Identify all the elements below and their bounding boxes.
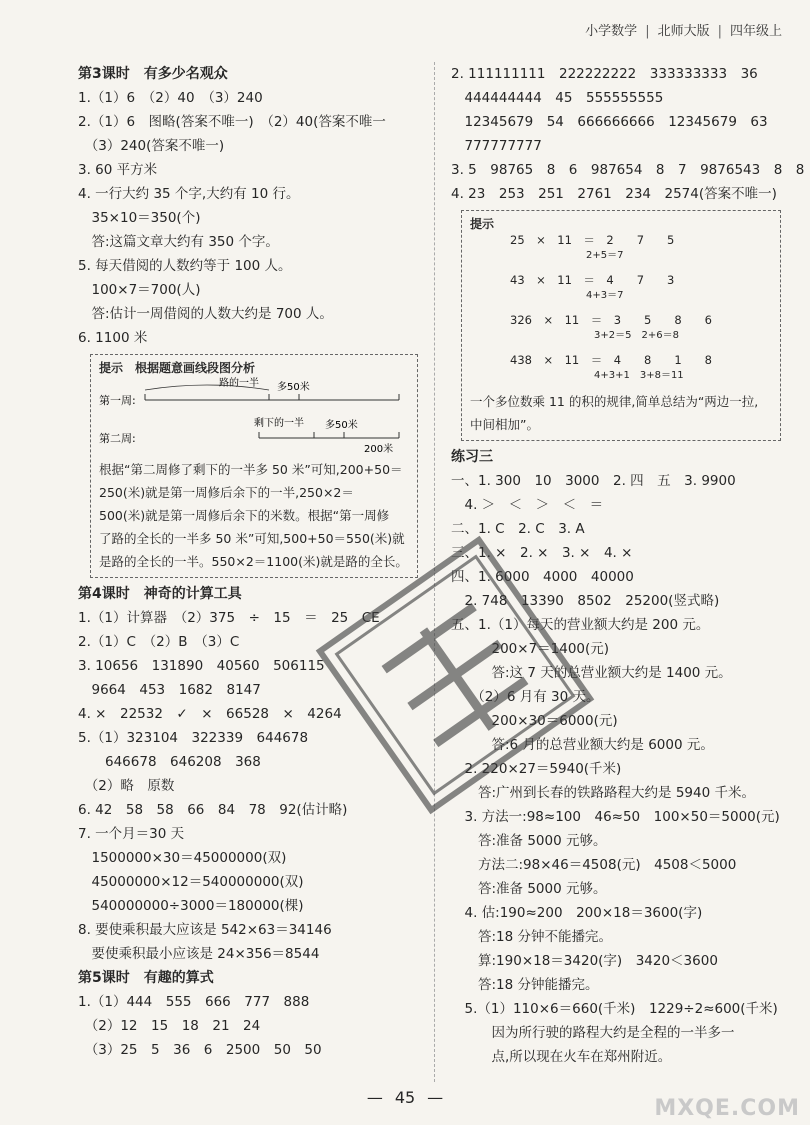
answer-line: 777777777 (451, 138, 542, 154)
answer-line: 因为所行驶的路程大约是全程的一半多一 (451, 1025, 735, 1041)
answer-line: 答:18 分钟能播完。 (451, 977, 599, 993)
diagram-more50b-label: 多50米 (325, 420, 358, 431)
answer-line: 3. 方法一:98≈100 46≈50 100×50＝5000(元) (451, 809, 780, 825)
answer-line: 方法二:98×46＝4508(元) 4508＜5000 (451, 857, 737, 873)
answer-line: 35×10＝350(个) (78, 210, 201, 226)
section-title-exercise3: 练习三 (451, 449, 493, 465)
answer-line: 三、1. × 2. × 3. × 4. × (451, 545, 633, 561)
hint-text-line: 500(米)就是第一周修后余下的米数。根据“第一周修 (99, 508, 390, 523)
header-edition: 北师大版 (657, 24, 710, 39)
answer-line: 答:准备 5000 元够。 (451, 833, 607, 849)
answer-line: 8. 要使乘积最大应该是 542×63＝34146 (78, 922, 332, 938)
diagram-200m-label: 200米 (364, 444, 394, 454)
header-grade: 四年级上 (729, 24, 782, 39)
hint-text-line: 250(米)就是第一周修后余下的一半,250×2＝ (99, 485, 354, 500)
answer-line: 答:6 月的总营业额大约是 6000 元。 (451, 737, 714, 753)
answer-line: 3. 10656 131890 40560 506115 (78, 658, 325, 674)
diagram-remain-half-label: 剩下的一半 (254, 418, 304, 429)
hint-text-line: 一个多位数乘 11 的积的规律,简单总结为“两边一拉, (470, 394, 759, 409)
answer-line: （3）240(答案不唯一) (78, 138, 225, 154)
answer-line: （2）6 月有 30 天。 (451, 689, 600, 705)
segment-diagram (99, 376, 409, 454)
hint-equation: 43 × 11 ＝ 4 7 3 (510, 273, 675, 287)
hint-equation-sub: 4+3＝7 (586, 290, 624, 301)
answer-line: 点,所以现在火车在郑州附近。 (451, 1049, 672, 1065)
page-header: 小学数学 | 北师大版 | 四年级上 (585, 24, 782, 39)
hint-title: 提示 (470, 217, 495, 231)
answer-line: 二、1. C 2. C 3. A (451, 521, 585, 537)
hint-equation-sub: 2+5＝7 (586, 250, 624, 261)
answer-line: 答:准备 5000 元够。 (451, 881, 607, 897)
answer-line: 一、1. 300 10 3000 2. 四 五 3. 9900 (451, 473, 736, 489)
hint-explanation (99, 458, 409, 573)
hint-box-segment-diagram (90, 354, 418, 578)
answer-line: 5.（1）110×6＝660(千米) 1229÷2≈600(千米) (451, 1001, 778, 1017)
answer-line: 3. 5 98765 8 6 987654 8 7 9876543 8 8 (451, 162, 805, 178)
answer-line: 2.（1）6 图略(答案不唯一) （2）40(答案不唯一 (78, 114, 386, 130)
section-title-lesson5: 第5课时 有趣的算式 (78, 970, 214, 986)
answer-line: 答:这 7 天的总营业额大约是 1400 元。 (451, 665, 732, 681)
answer-line: 答:这篇文章大约有 350 个字。 (78, 234, 279, 250)
hint-text-line: 中间相加”。 (470, 417, 539, 432)
answer-line: 100×7＝700(人) (78, 282, 201, 298)
answer-line: 540000000÷3000＝180000(棵) (78, 898, 304, 914)
hint-text-line: 了路的全长的一半多 50 米”可知,500+50＝550(米)就 (99, 531, 405, 546)
hint-equation-sub: 3+2＝5 2+6＝8 (594, 330, 679, 341)
hint-equation: 438 × 11 ＝ 4 8 1 8 (510, 353, 712, 367)
answer-line: 6. 1100 米 (78, 330, 148, 346)
hint-title: 提示 根据题意画线段图分析 (99, 361, 256, 375)
answer-line: 4. 一行大约 35 个字,大约有 10 行。 (78, 186, 300, 202)
answer-line: 4. × 22532 ✓ × 66528 × 4264 (78, 706, 342, 722)
answer-line: 45000000×12＝540000000(双) (78, 874, 304, 890)
answer-line: 1.（1）计算器 （2）375 ÷ 15 ＝ 25 CE (78, 610, 380, 626)
hint-equations (470, 232, 772, 384)
answer-line: 算:190×18＝3420(字) 3420＜3600 (451, 953, 718, 969)
answer-line: 7. 一个月＝30 天 (78, 826, 185, 842)
header-subject: 小学数学 (585, 24, 638, 39)
answer-line: 12345679 54 666666666 12345679 63 (451, 114, 768, 130)
answer-line: 2. 748 13390 8502 25200(竖式略) (451, 593, 720, 609)
answer-line: 3. 60 平方米 (78, 162, 158, 178)
answer-line: 要使乘积最小应该是 24×356＝8544 (78, 946, 320, 962)
section-title-lesson3: 第3课时 有多少名观众 (78, 66, 228, 82)
hint-equation: 326 × 11 ＝ 3 5 8 6 (510, 313, 712, 327)
answer-line: 五、1.（1）每天的营业额大约是 200 元。 (451, 617, 710, 633)
answer-line: 1.（1）6 （2）40 （3）240 (78, 90, 263, 106)
hint-equation-sub: 4+3+1 3+8＝11 (594, 370, 684, 381)
answer-line: 444444444 45 555555555 (451, 90, 664, 106)
answer-line: 5.（1）323104 322339 644678 (78, 730, 309, 746)
answer-line: （2）12 15 18 21 24 (78, 1018, 261, 1034)
answer-line: 答:广州到长春的铁路路程大约是 5940 千米。 (451, 785, 755, 801)
answer-line: 6. 42 58 58 66 84 78 92(估计略) (78, 802, 348, 818)
watermark-text: MXQE.COM (654, 1096, 800, 1121)
hint-box-multiply-by-11 (461, 210, 781, 441)
answer-line: 646678 646208 368 (78, 754, 261, 770)
diagram-week1-label: 第一周: (99, 394, 136, 407)
answer-line: 答:18 分钟不能播完。 (451, 929, 613, 945)
answer-line: 4. 估:190≈200 200×18＝3600(字) (451, 905, 703, 921)
page-number: — 45 — (366, 1088, 444, 1107)
answer-line: 4. ＞ ＜ ＞ ＜ ＝ (451, 497, 604, 513)
diagram-half-label: 路的一半 (219, 378, 259, 389)
answer-line: 答:估计一周借阅的人数大约是 700 人。 (78, 306, 333, 322)
answer-line: 5. 每天借阅的人数约等于 100 人。 (78, 258, 292, 274)
answer-line: 2. 111111111 222222222 333333333 36 (451, 66, 758, 82)
diagram-week2-label: 第二周: (99, 432, 136, 445)
answer-line: 1.（1）444 555 666 777 888 (78, 994, 310, 1010)
answer-line: 1500000×30＝45000000(双) (78, 850, 287, 866)
hint-equation: 25 × 11 ＝ 2 7 5 (510, 233, 675, 247)
hint-explanation (470, 390, 772, 436)
page-number-value: 45 (394, 1088, 416, 1107)
hint-text-line: 是路的全长的一半。550×2＝1100(米)就是路的全长。 (99, 554, 408, 569)
answer-line: 200×30＝6000(元) (451, 713, 618, 729)
answer-line: （3）25 5 36 6 2500 50 50 (78, 1042, 322, 1058)
answer-line: 2.（1）C （2）B （3）C (78, 634, 240, 650)
answer-line: （2）略 原数 (78, 778, 175, 794)
answer-line: 四、1. 6000 4000 40000 (451, 569, 634, 585)
hint-text-line: 根据“第二周修了剩下的一半多 50 米”可知,200+50＝ (99, 462, 403, 477)
answer-line: 200×7＝1400(元) (451, 641, 610, 657)
answer-line: 2. 220×27＝5940(千米) (451, 761, 622, 777)
answer-line: 9664 453 1682 8147 (78, 682, 261, 698)
diagram-more50-label: 多50米 (277, 382, 310, 393)
answer-line: 4. 23 253 251 2761 234 2574(答案不唯一) (451, 186, 777, 202)
section-title-lesson4: 第4课时 神奇的计算工具 (78, 586, 242, 602)
left-column (78, 62, 418, 1062)
